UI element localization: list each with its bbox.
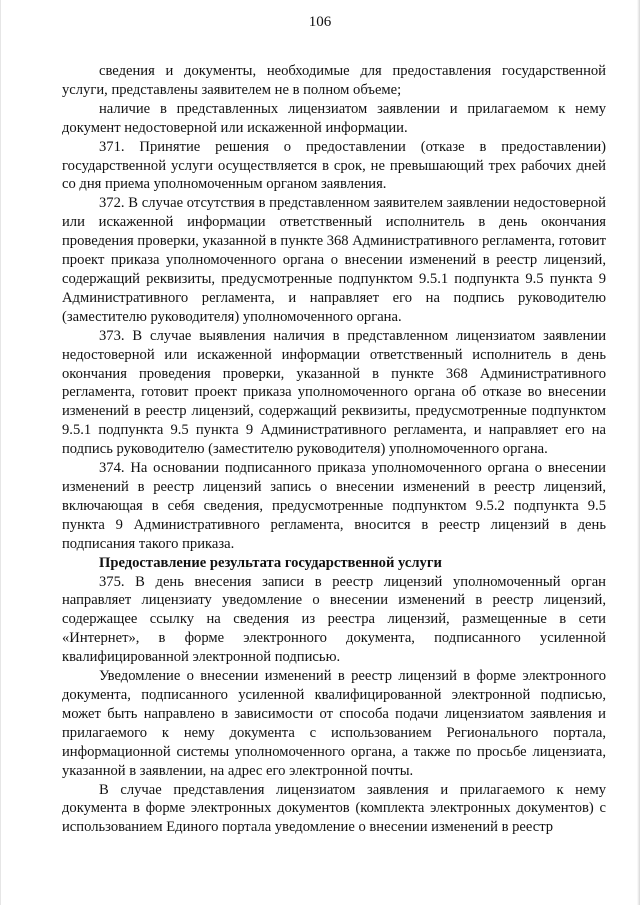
paragraph: 375. В день внесения записи в реестр лицензий уполномоченный орган направляет лицензиату уведомление о внесении изменений в реестр лицензий, содержащее ссылку на сведения из реестра лицензий, размещенные в сети «Интернет», в форме электронного документа, подписанного усиленной квалифицированной электронной подписью. (62, 573, 606, 666)
paragraph: сведения и документы, необходимые для предоставления государственной услуги, представлены заявителем не в полном объеме; (62, 63, 606, 98)
paragraph: 371. Принятие решения о предоставлении (отказе в предоставлении) государственной услуги осуществляется в срок, не превышающий трех рабочих дней со дня приема уполномоченным органом заявления. (62, 138, 606, 193)
paragraph: 372. В случае отсутствия в представленном заявителем заявлении недостоверной или искаженной информации ответственный исполнитель в день окончания проведения проверки, указанной в пункте 368 Административного регламента, готовит проект приказа уполномоченного органа о внесении изменений в реестр лицензий, содержащий реквизиты, предусмотренные подпунктом 9.5.1 подпункта 9.5 пункта 9 Административного регламента, и направляет его на подпись руководителю (заместителю руководителя) уполномоченного органа. (62, 195, 606, 325)
page-number: 106 (308, 14, 332, 30)
paragraph: 373. В случае выявления наличия в представленном лицензиатом заявлении недостоверной или искаженной информации ответственный исполнитель в день окончания проведения проверки, указанной в пункте 368 Административного регламента, готовит проект приказа уполномоченного органа об отказе во внесении изменений в реестр лицензий, содержащий реквизиты, предусмотренные подпунктом 9.5.1 подпункта 9.5 пункта 9 Административного регламента, и направляет его на подпись руководителю (заместителю руководителя) уполномоченного органа. (62, 327, 606, 458)
section-heading: Предоставление результата государственной услуги (99, 554, 442, 571)
document-body (62, 62, 606, 837)
scan-edge-left (0, 0, 1, 905)
paragraph: 374. На основании подписанного приказа уполномоченного органа о внесении изменений в реестр лицензий запись о внесении изменений в реестр лицензий, включающая в себя сведения, предусмотренные подпунктом 9.5.2 подпункта 9.5 пункта 9 Административного регламента, вносится в реестр лицензий в день подписания такого приказа. (62, 460, 606, 552)
paragraph: В случае представления лицензиатом заявления и прилагаемого к нему документа в форме электронных документов (комплекта электронных документов) с использованием Единого портала уведомление о внесении изменений в реестр (62, 781, 606, 836)
paragraph: наличие в представленных лицензиатом заявлении и прилагаемом к нему документ недостоверной или искаженной информации. (62, 100, 606, 136)
paragraph: Уведомление о внесении изменений в реестр лицензий в форме электронного документа, подписанного усиленной квалифицированной электронной подписью, может быть направлено в зависимости от способа подачи лицензиатом заявления и прилагаемого к нему документа с использованием Регионального портала, информационной системы уполномоченного органа, а также по просьбе лицензиата, указанной в заявлении, на адрес его электронной почты. (62, 668, 606, 779)
